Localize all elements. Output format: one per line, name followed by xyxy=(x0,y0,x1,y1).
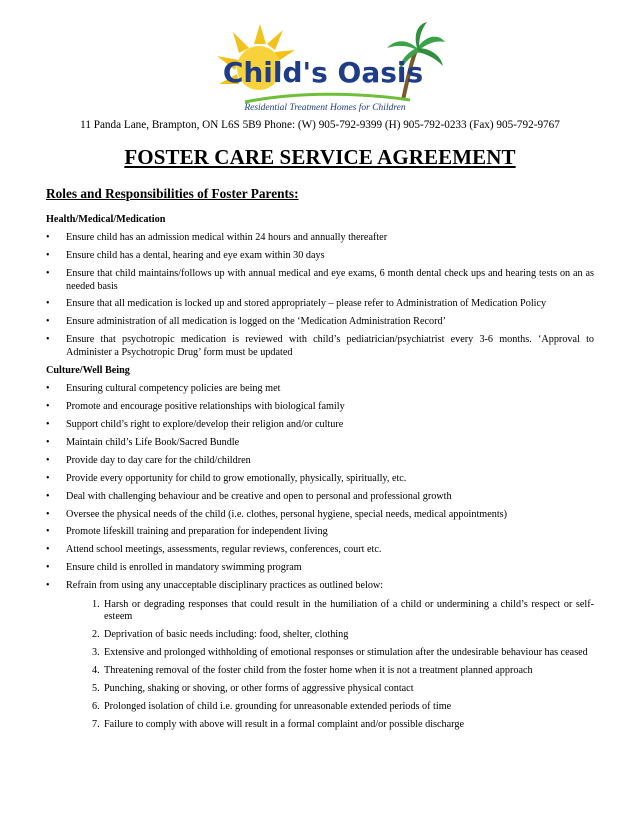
logo-name: Child's Oasis xyxy=(222,56,424,89)
list-item-text: Deal with challenging behaviour and be creative and open to personal and professional growth xyxy=(66,490,452,502)
list-item xyxy=(46,509,594,522)
list-item xyxy=(46,232,594,245)
culture-heading: Culture/Well Being xyxy=(46,364,130,376)
item-number: 5. xyxy=(92,682,100,694)
list-item xyxy=(46,401,594,414)
list-item-text: Provide day to day care for the child/children xyxy=(66,454,251,466)
bullet-icon: • xyxy=(46,508,50,520)
list-item-text: Ensure child has a dental, hearing and eye exam within 30 days xyxy=(66,250,325,262)
list-item xyxy=(46,562,594,575)
list-item-text: Oversee the physical needs of the child (i.e. clothes, personal hygiene, special needs, medical appointments) xyxy=(66,508,508,520)
list-item-text: Refrain from using any unacceptable disciplinary practices as outlined below: xyxy=(66,580,384,592)
numbered-item xyxy=(66,599,594,624)
numbered-item-text: Prolonged isolation of child i.e. grounding for unreasonable extended periods of time xyxy=(104,700,452,712)
list-item xyxy=(46,580,594,731)
list-item xyxy=(46,316,594,329)
numbered-item-text: Harsh or degrading responses that could result in the humiliation of a child or undermining a child’s respect or self-esteem xyxy=(104,598,594,623)
numbered-item-text: Deprivation of basic needs including: food, shelter, clothing xyxy=(104,629,349,641)
bullet-icon: • xyxy=(46,472,50,484)
list-item-text: Ensure that all medication is locked up and stored appropriately – please refer to Administration of Medication Policy xyxy=(66,298,547,310)
list-item-text: Promote lifeskill training and preparation for independent living xyxy=(66,526,328,538)
bullet-icon: • xyxy=(46,401,50,413)
numbered-item xyxy=(66,665,594,678)
company-logo xyxy=(205,22,445,114)
bullet-icon: • xyxy=(46,544,50,556)
logo-graphic xyxy=(205,22,445,114)
culture-list xyxy=(46,383,594,731)
list-item xyxy=(46,437,594,450)
list-item xyxy=(46,383,594,396)
list-item-text: Maintain child’s Life Book/Sacred Bundle xyxy=(66,436,240,448)
numbered-item xyxy=(66,719,594,732)
document-body xyxy=(46,188,594,737)
bullet-icon: • xyxy=(46,267,50,279)
list-item xyxy=(46,455,594,468)
list-item-text: Promote and encourage positive relationships with biological family xyxy=(66,401,345,413)
list-item xyxy=(46,250,594,263)
bullet-icon: • xyxy=(46,334,50,346)
bullet-icon: • xyxy=(46,298,50,310)
logo-tagline: Residential Treatment Homes for Children xyxy=(244,103,406,113)
list-item xyxy=(46,419,594,432)
list-item-text: Provide every opportunity for child to grow emotionally, physically, spiritually, etc. xyxy=(66,472,407,484)
list-item-text: Attend school meetings, assessments, regular reviews, conferences, court etc. xyxy=(66,544,382,556)
numbered-item-text: Failure to comply with above will result in a formal complaint and/or possible discharge xyxy=(104,718,464,730)
list-item xyxy=(46,334,594,359)
numbered-item-text: Extensive and prolonged withholding of emotional responses or stimulation after the undesirable behaviour has ceased xyxy=(104,647,588,659)
health-heading: Health/Medical/Medication xyxy=(46,213,166,225)
bullet-icon: • xyxy=(46,419,50,431)
list-item xyxy=(46,491,594,504)
list-item-text: Ensuring cultural competency policies are being met xyxy=(66,383,281,395)
logo-swoosh xyxy=(245,94,410,102)
list-item xyxy=(46,526,594,539)
list-item-text: Ensure that child maintains/follows up with annual medical and eye exams, 6 month dental check ups and hearing tests on an as needed basis xyxy=(66,267,594,292)
item-number: 3. xyxy=(92,647,100,659)
numbered-item xyxy=(66,647,594,660)
item-number: 1. xyxy=(92,598,100,610)
item-number: 2. xyxy=(92,629,100,641)
numbered-item xyxy=(66,701,594,714)
numbered-item xyxy=(66,683,594,696)
disciplinary-practices-list xyxy=(66,599,594,732)
list-item-text: Ensure child has an admission medical within 24 hours and annually thereafter xyxy=(66,232,388,244)
bullet-icon: • xyxy=(46,250,50,262)
document-title: FOSTER CARE SERVICE AGREEMENT xyxy=(124,145,516,169)
numbered-item xyxy=(66,629,594,642)
bullet-icon: • xyxy=(46,580,50,592)
list-item xyxy=(46,268,594,293)
list-item xyxy=(46,298,594,311)
numbered-item-text: Punching, shaking or shoving, or other forms of aggressive physical contact xyxy=(104,682,414,694)
list-item-text: Ensure administration of all medication is logged on the ‘Medication Administration Record’ xyxy=(66,316,446,328)
list-item-text: Ensure that psychotropic medication is reviewed with child’s pediatrician/psychiatrist every 3-6 months. ‘Approval to Administer a Psychotropic Drug’ form must be updated xyxy=(66,334,594,358)
health-list xyxy=(46,232,594,359)
list-item xyxy=(46,473,594,486)
contact-address: 11 Panda Lane, Brampton, ON L6S 5B9 Phone: (W) 905-792-9399 (H) 905-792-0233 (Fax) 905-792-9767 xyxy=(80,119,560,131)
bullet-icon: • xyxy=(46,454,50,466)
bullet-icon: • xyxy=(46,436,50,448)
list-item xyxy=(46,544,594,557)
bullet-icon: • xyxy=(46,562,50,574)
bullet-icon: • xyxy=(46,383,50,395)
bullet-icon: • xyxy=(46,526,50,538)
bullet-icon: • xyxy=(46,316,50,328)
item-number: 4. xyxy=(92,664,100,676)
bullet-icon: • xyxy=(46,490,50,502)
section-title: Roles and Responsibilities of Foster Parents: xyxy=(46,186,299,201)
item-number: 7. xyxy=(92,718,100,730)
list-item-text: Ensure child is enrolled in mandatory swimming program xyxy=(66,562,302,574)
list-item-text: Support child’s right to explore/develop their religion and/or culture xyxy=(66,419,344,431)
item-number: 6. xyxy=(92,700,100,712)
bullet-icon: • xyxy=(46,232,50,244)
numbered-item-text: Threatening removal of the foster child from the foster home when it is not a treatment planned approach xyxy=(104,664,533,676)
